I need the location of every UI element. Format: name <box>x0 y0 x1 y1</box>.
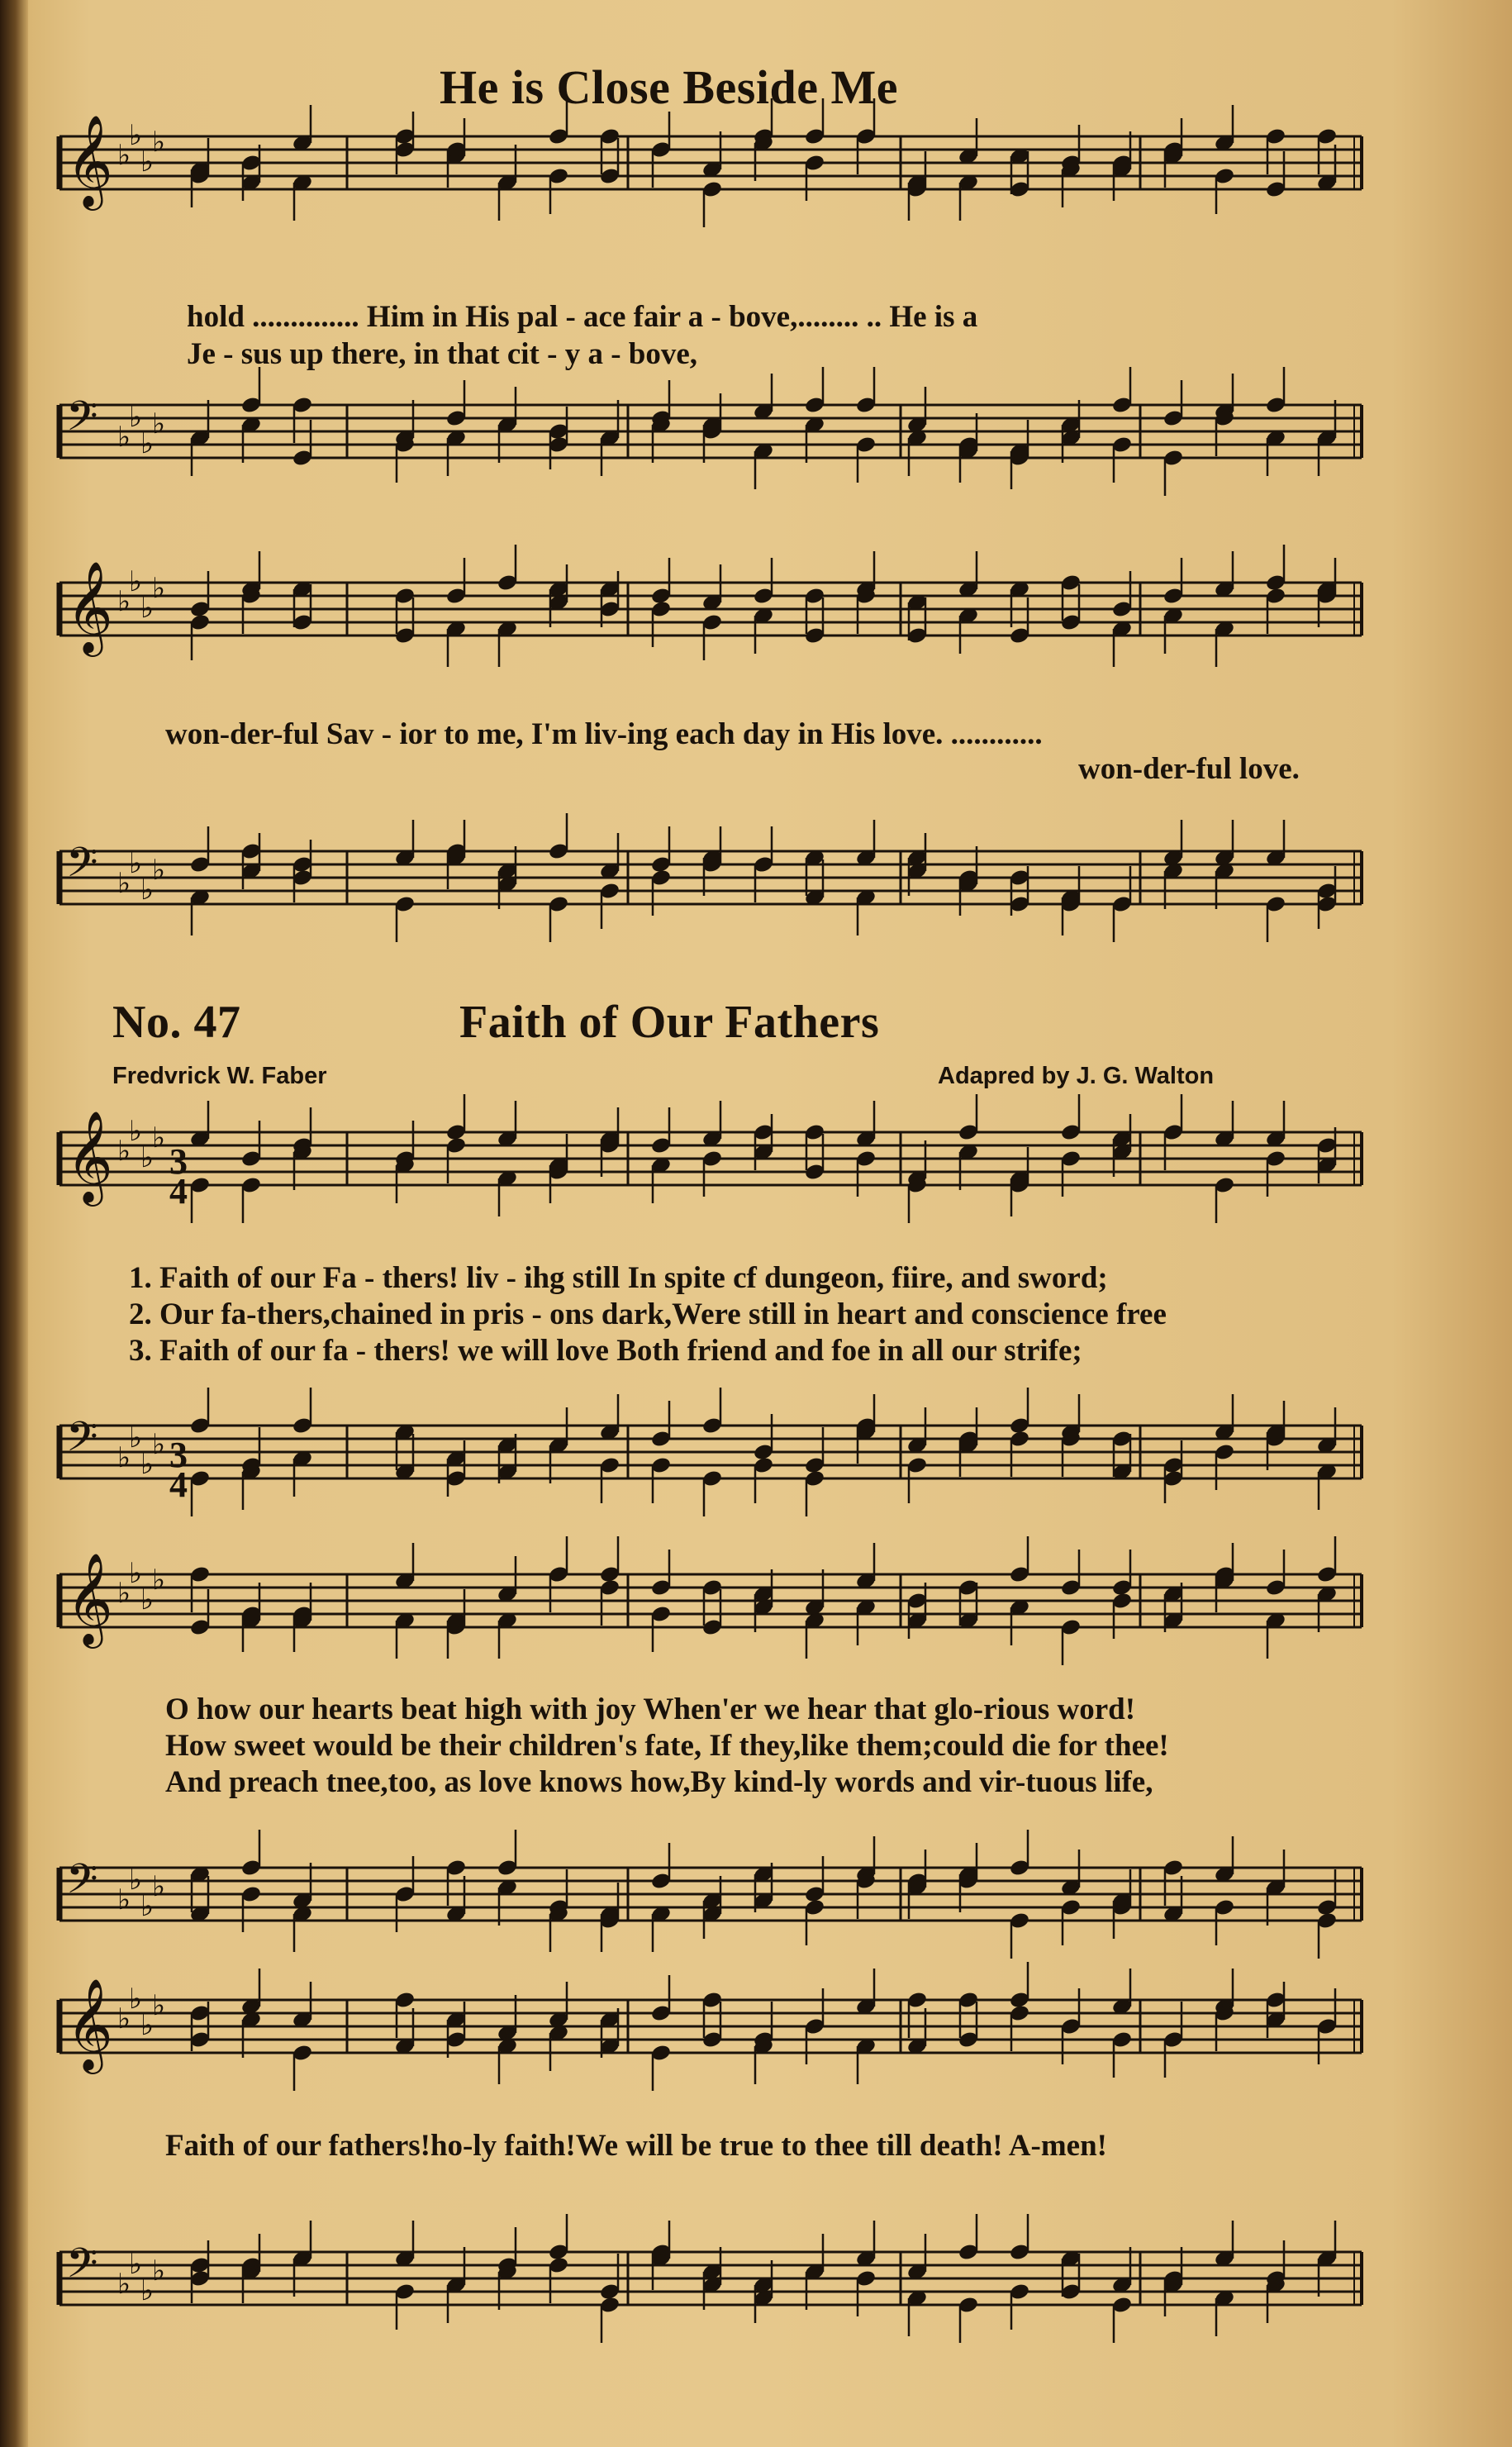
lyric-line: won-der-ful love. <box>1078 752 1300 786</box>
svg-text:♭: ♭ <box>140 2274 155 2307</box>
bass-staff-system-5 <box>0 2235 1512 2351</box>
svg-text:♭: ♭ <box>140 145 155 179</box>
svg-text:♭: ♭ <box>129 401 143 434</box>
svg-text:♭: ♭ <box>117 139 131 172</box>
bass-staff-system-2 <box>0 835 1512 950</box>
svg-text:♭: ♭ <box>152 126 166 159</box>
svg-text:♭: ♭ <box>140 1890 155 1923</box>
treble-staff-system-3 <box>0 1110 1512 1231</box>
treble-staff-system-2 <box>0 560 1512 682</box>
bass-staff-system-1 <box>0 388 1512 504</box>
verse-line: How sweet would be their children's fate, If they,like them;could die for thee! <box>165 1729 1169 1763</box>
svg-text:♭: ♭ <box>117 2002 131 2035</box>
svg-text:♭: ♭ <box>117 585 131 618</box>
svg-text:♭: ♭ <box>117 2268 131 2301</box>
svg-text:♭: ♭ <box>117 1441 131 1474</box>
svg-text:𝄢: 𝄢 <box>66 2240 98 2297</box>
svg-text:♭: ♭ <box>140 427 155 460</box>
svg-text:𝄢: 𝄢 <box>66 393 98 450</box>
treble-staff-system-1 <box>0 114 1512 236</box>
svg-text:♭: ♭ <box>140 1141 155 1174</box>
svg-text:♭: ♭ <box>129 119 143 152</box>
svg-text:♭: ♭ <box>129 1421 143 1454</box>
svg-text:♭: ♭ <box>117 1135 131 1168</box>
refrain-line: Faith of our fathers!ho-ly faith!We will be true to thee till death! A-men! <box>165 2129 1107 2163</box>
verse-line: 1. Faith of our Fa - thers! liv - ihg still In spite cf dungeon, fiire, and sword; <box>129 1261 1108 1295</box>
svg-text:♭: ♭ <box>152 572 166 605</box>
svg-text:♭: ♭ <box>152 1121 166 1154</box>
time-signature-top: 3 <box>169 1435 188 1475</box>
lyric-line: won-der-ful Sav - ior to me, I'm liv-ing each day in His love. ............ <box>165 717 1043 751</box>
svg-text:♭: ♭ <box>140 1583 155 1616</box>
hymn-title: He is Close Beside Me <box>440 60 898 114</box>
svg-text:♭: ♭ <box>129 2248 143 2281</box>
svg-text:♭: ♭ <box>117 867 131 900</box>
lyric-line: Je - sus up there, in that cit - y a - bove, <box>187 337 698 371</box>
treble-staff-system-5 <box>0 1978 1512 2099</box>
svg-text:♭: ♭ <box>117 1883 131 1916</box>
treble-staff-system-4 <box>0 1552 1512 1673</box>
bass-staff-system-3 <box>0 1409 1512 1525</box>
svg-text:♭: ♭ <box>152 1989 166 2022</box>
svg-text:♭: ♭ <box>152 1564 166 1597</box>
verse-line: And preach tnee,too, as love knows how,By kind-ly words and vir-tuous life, <box>165 1765 1153 1799</box>
svg-text:𝄞: 𝄞 <box>66 114 113 207</box>
svg-text:♭: ♭ <box>129 1864 143 1897</box>
time-signature-bottom: 4 <box>169 1171 188 1212</box>
time-signature-top: 3 <box>169 1141 188 1182</box>
svg-text:𝄞: 𝄞 <box>66 1110 113 1202</box>
verse-line: 2. Our fa-thers,chained in pris - ons dark,Were still in heart and conscience free <box>129 1297 1167 1331</box>
svg-text:♭: ♭ <box>152 1428 166 1461</box>
author-credit: Fredvrick W. Faber <box>112 1063 327 1089</box>
svg-text:♭: ♭ <box>140 2009 155 2042</box>
svg-text:♭: ♭ <box>152 407 166 440</box>
svg-text:♭: ♭ <box>117 1577 131 1610</box>
svg-text:𝄞: 𝄞 <box>66 560 113 653</box>
svg-text:♭: ♭ <box>140 592 155 625</box>
svg-text:𝄞: 𝄞 <box>66 1552 113 1645</box>
svg-text:♭: ♭ <box>140 874 155 907</box>
svg-text:♭: ♭ <box>152 854 166 887</box>
verse-line: 3. Faith of our fa - thers! we will love Both friend and foe in all our strife; <box>129 1334 1082 1368</box>
hymn-number: No. 47 <box>112 997 241 1048</box>
svg-text:♭: ♭ <box>140 1448 155 1481</box>
svg-text:𝄞: 𝄞 <box>66 1978 113 2070</box>
verse-line: O how our hearts beat high with joy When'er we hear that glo-rious word! <box>165 1692 1136 1726</box>
arranger-credit: Adapred by J. G. Walton <box>938 1063 1215 1089</box>
hymn-title: Faith of Our Fathers <box>459 997 880 1048</box>
svg-text:𝄢: 𝄢 <box>66 1413 98 1471</box>
svg-text:♭: ♭ <box>129 1557 143 1590</box>
svg-text:♭: ♭ <box>129 565 143 598</box>
svg-text:♭: ♭ <box>129 1983 143 2016</box>
svg-text:𝄢: 𝄢 <box>66 1855 98 1913</box>
svg-text:♭: ♭ <box>129 1115 143 1148</box>
svg-text:♭: ♭ <box>152 1870 166 1903</box>
svg-text:♭: ♭ <box>117 421 131 454</box>
svg-text:♭: ♭ <box>152 2254 166 2288</box>
time-signature-bottom: 4 <box>169 1464 188 1505</box>
svg-text:♭: ♭ <box>129 847 143 880</box>
svg-text:𝄢: 𝄢 <box>66 839 98 897</box>
bass-staff-system-4 <box>0 1851 1512 1967</box>
lyric-line: hold .............. Him in His pal - ace fair a - bove,........ .. He is a <box>187 300 978 334</box>
